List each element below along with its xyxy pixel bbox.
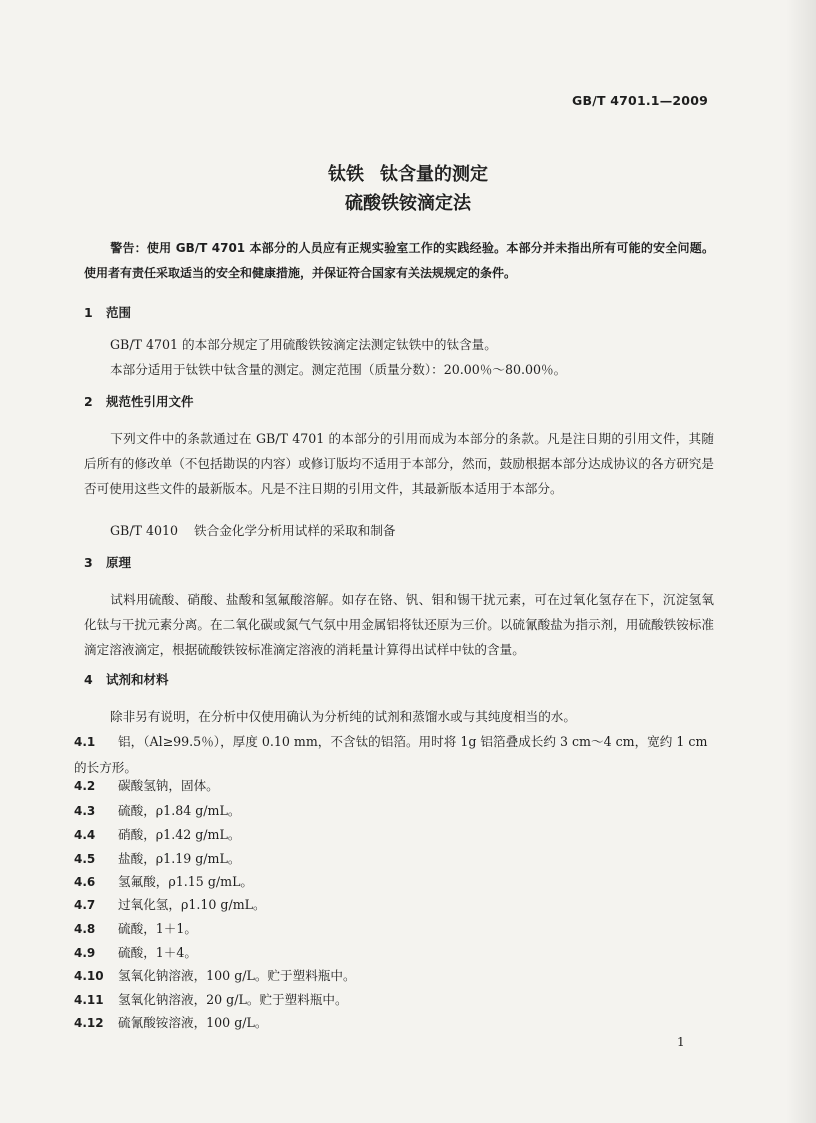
section-title: 规范性引用文件 [106,394,194,409]
document-title-line1 [0,160,816,186]
paragraph-text: 除非另有说明，在分析中仅使用确认为分析纯的试剂和蒸馏水或与其纯度相当的水。 [110,709,576,724]
section-4-heading [84,670,169,688]
normative-reference [84,518,714,543]
item-number: 4.12 [74,1016,104,1030]
item-text: 氢氟酸，ρ1.15 g/mL。 [118,874,254,889]
item-number: 4.8 [74,922,96,936]
reference-code: GB/T 4010 [110,523,179,538]
item-number: 4.3 [74,804,96,818]
item-number: 4.11 [74,993,104,1007]
list-item [74,892,714,918]
paragraph-text: 试料用硫酸、硝酸、盐酸和氢氟酸溶解。如存在铬、钒、钼和锡干扰元素，可在过氧化氢存在下，沉淀氢氧化钛与干扰元素分离。在二氧化碳或氮气气氛中用金属铝将钛还原为三价。以硫氰酸盐为指示剂，用硫酸铁铵标准滴定溶液滴定，根据硫酸铁铵标准滴定溶液的消耗量计算得出试样中钛的含量。 [84,592,714,657]
section-number: 2 [84,394,93,409]
list-item [74,822,714,848]
item-number: 4.7 [74,898,96,912]
item-number: 4.2 [74,779,96,793]
section-number: 4 [84,672,93,687]
item-text: 盐酸，ρ1.19 g/mL。 [118,851,241,866]
standard-number: GB/T 4701.1—2009 [572,93,708,108]
section-4-intro [84,704,714,729]
paragraph-text: GB/T 4701 的本部分规定了用硫酸铁铵滴定法测定钛铁中的钛含量。 [110,337,497,352]
warning-text: 警告：使用 GB/T 4701 本部分的人员应有正规实验室工作的实践经验。本部分并未指出所有可能的安全问题。使用者有责任采取适当的安全和健康措施，并保证符合国家有关法规规定的条件。 [84,241,714,280]
section-3-heading [84,553,131,571]
item-number: 4.1 [74,735,96,749]
item-number: 4.6 [74,875,96,889]
item-text: 碳酸氢钠，固体。 [118,778,219,793]
section-title: 原理 [106,555,132,570]
list-item [74,798,714,824]
section-1-heading [84,303,131,321]
item-text: 硫酸，1＋1。 [118,921,197,936]
item-text: 氢氧化钠溶液，20 g/L。贮于塑料瓶中。 [118,992,348,1007]
title-part-a: 钛铁 [328,164,364,185]
reference-title: 铁合金化学分析用试样的采取和制备 [194,523,396,538]
item-text: 过氧化氢，ρ1.10 g/mL。 [118,897,266,912]
page-number: 1 [677,1035,685,1049]
item-text: 氢氧化钠溶液，100 g/L。贮于塑料瓶中。 [118,968,356,983]
item-number: 4.9 [74,946,96,960]
section-3-paragraph-1 [84,587,714,662]
paragraph-text: 下列文件中的条款通过在 GB/T 4701 的本部分的引用而成为本部分的条款。凡是注日期的引用文件，其随后所有的修改单（不包括勘误的内容）或修订版均不适用于本部分，然而，鼓励根据本部分达成协议的各方研究是否可使用这些文件的最新版本。凡是不注日期的引用文件，其最新版本适用于本部分。 [84,431,714,496]
title-part-b: 钛含量的测定 [380,164,488,185]
item-text: 硫酸，ρ1.84 g/mL。 [118,803,241,818]
list-item [74,773,714,799]
section-1-paragraph-2 [84,357,714,382]
document-title-line2: 硫酸铁铵滴定法 [345,193,471,214]
section-number: 3 [84,555,93,570]
section-1-paragraph-1 [84,332,714,357]
list-item [74,916,714,942]
item-number: 4.5 [74,852,96,866]
section-2-heading [84,392,194,410]
section-title: 试剂和材料 [106,672,169,687]
item-text: 硝酸，ρ1.42 g/mL。 [118,827,241,842]
list-item [74,963,714,989]
paragraph-text: 本部分适用于钛铁中钛含量的测定。测定范围（质量分数）：20.00％～80.00％。 [110,362,567,377]
item-text: 铝，（Al≥99.5％），厚度 0.10 mm，不含钛的铝箔。用时将 1g 铝箔叠成长约 3 cm～4 cm，宽约 1 cm 的长方形。 [74,734,708,775]
section-2-paragraph-1 [84,426,714,501]
section-number: 1 [84,305,93,320]
item-number: 4.10 [74,969,104,983]
section-title: 范围 [106,305,132,320]
item-number: 4.4 [74,828,96,842]
item-text: 硫酸，1＋4。 [118,945,197,960]
item-text: 硫氰酸铵溶液，100 g/L。 [118,1015,268,1030]
list-item [74,1010,714,1036]
warning-paragraph [84,236,714,286]
